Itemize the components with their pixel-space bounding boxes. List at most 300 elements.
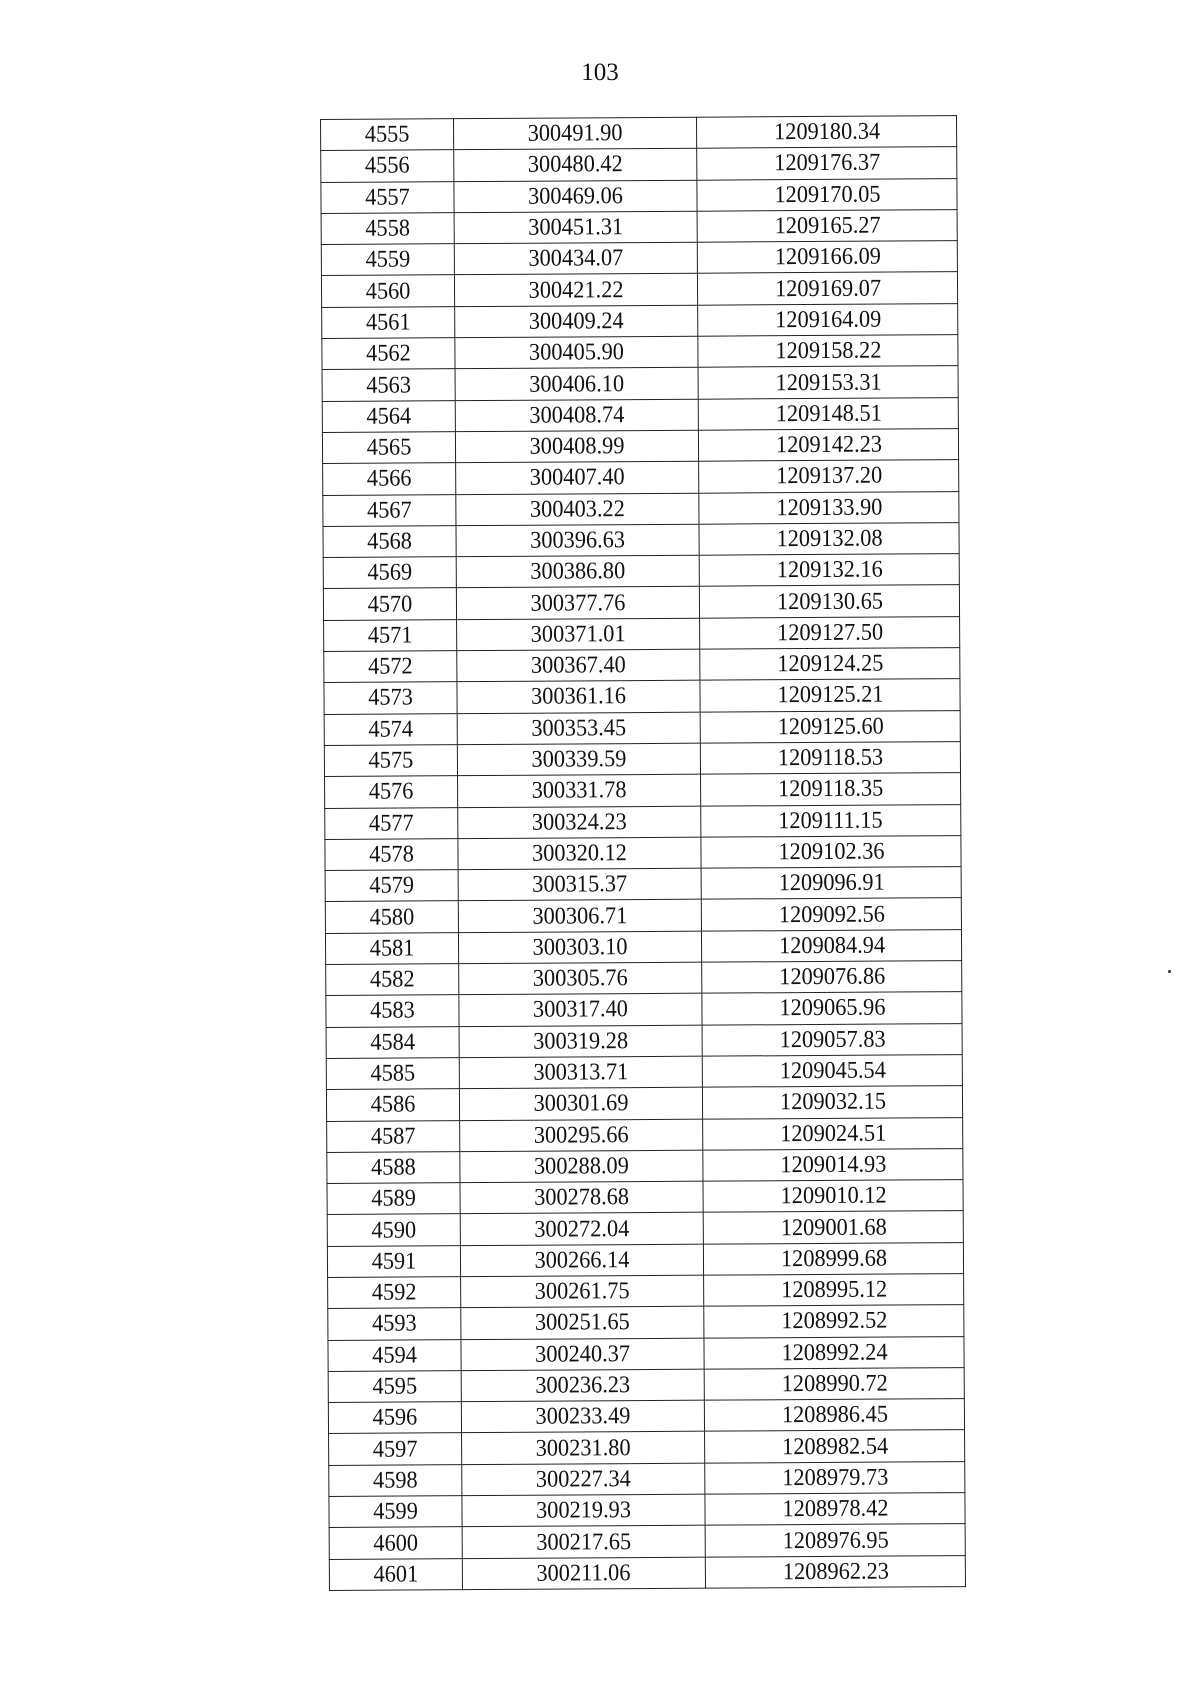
x-coordinate-cell: [457, 743, 700, 776]
table-row: [327, 1117, 963, 1152]
cell-text: 300272.04: [534, 1215, 630, 1243]
y-coordinate-cell: [705, 1555, 965, 1588]
cell-text: 4597: [372, 1436, 418, 1463]
cell-text: 1209014.93: [779, 1151, 886, 1179]
table-row: [328, 1367, 964, 1402]
y-coordinate-cell: [703, 1117, 963, 1150]
point-number-cell: [328, 1402, 461, 1434]
cell-text: 4556: [364, 152, 410, 180]
table-row: [329, 1524, 965, 1559]
point-number-cell: [322, 432, 455, 464]
cell-text: 4586: [370, 1091, 416, 1119]
table-row: [326, 992, 962, 1027]
cell-text: 4572: [367, 653, 413, 680]
x-coordinate-cell: [458, 868, 701, 901]
cell-text: 4579: [369, 872, 415, 899]
point-number-cell: [325, 901, 458, 933]
y-coordinate-cell: [700, 679, 960, 712]
x-coordinate-cell: [462, 1494, 705, 1527]
table-row: [329, 1493, 965, 1528]
x-coordinate-cell: [461, 1369, 704, 1402]
x-coordinate-cell: [459, 993, 702, 1026]
table-row: [324, 648, 960, 683]
point-number-cell: [322, 306, 455, 338]
cell-text: 4568: [367, 528, 412, 555]
table-row: [327, 1242, 963, 1277]
cell-text: 1209096.91: [778, 869, 885, 897]
y-coordinate-cell: [701, 773, 961, 806]
cell-text: 300315.37: [532, 871, 628, 898]
cell-text: 4578: [369, 841, 414, 868]
cell-text: 4596: [372, 1404, 418, 1432]
x-coordinate-cell: [456, 587, 699, 620]
cell-text: 300367.40: [530, 652, 626, 679]
cell-text: 300240.37: [535, 1340, 631, 1368]
x-coordinate-cell: [457, 649, 700, 682]
point-number-cell: [321, 150, 454, 182]
y-coordinate-cell: [699, 522, 959, 555]
x-coordinate-cell: [461, 1400, 704, 1433]
point-number-cell: [321, 181, 454, 213]
table-row: [323, 522, 959, 557]
x-coordinate-cell: [459, 1056, 702, 1089]
point-number-cell: [327, 1151, 460, 1183]
point-number-cell: [326, 1089, 459, 1121]
cell-text: 300491.90: [527, 120, 623, 147]
cell-text: 4593: [371, 1310, 417, 1338]
cell-text: 1209142.23: [775, 431, 882, 459]
y-coordinate-cell: [701, 804, 961, 837]
cell-text: 4555: [364, 121, 410, 148]
x-coordinate-cell: [456, 524, 699, 557]
cell-text: 4601: [373, 1561, 419, 1588]
cell-text: 1209164.09: [774, 306, 881, 334]
cell-text: 300266.14: [534, 1246, 630, 1274]
y-coordinate-cell: [702, 1055, 962, 1088]
cell-text: 1208992.24: [780, 1339, 888, 1366]
cell-text: 1209102.36: [777, 838, 885, 866]
cell-text: 300219.93: [535, 1497, 632, 1524]
y-coordinate-cell: [703, 1180, 963, 1213]
cell-text: 4562: [366, 340, 411, 367]
cell-text: 4583: [370, 997, 415, 1025]
y-coordinate-cell: [698, 429, 958, 462]
y-coordinate-cell: [699, 585, 959, 618]
cell-text: 1208986.45: [781, 1401, 888, 1429]
y-coordinate-cell: [698, 366, 958, 399]
table-row: [324, 679, 960, 714]
cell-text: 4588: [371, 1154, 416, 1181]
cell-text: 300303.10: [532, 933, 628, 961]
point-number-cell: [326, 964, 459, 996]
point-number-cell: [321, 244, 454, 276]
x-coordinate-cell: [460, 1213, 703, 1246]
table-row: [323, 460, 959, 495]
table-row: [328, 1336, 964, 1371]
y-coordinate-cell: [700, 742, 960, 775]
x-coordinate-cell: [459, 1025, 702, 1058]
cell-text: 300434.07: [528, 245, 624, 273]
cell-text: 1209169.07: [774, 275, 881, 302]
x-coordinate-cell: [462, 1557, 705, 1590]
cell-text: 300324.23: [531, 808, 627, 836]
cell-text: 300320.12: [531, 840, 627, 867]
y-coordinate-cell: [705, 1493, 965, 1526]
cell-text: 4564: [366, 403, 412, 430]
cell-text: 300306.71: [532, 902, 628, 930]
y-coordinate-cell: [698, 303, 958, 336]
x-coordinate-cell: [455, 368, 698, 401]
y-coordinate-cell: [696, 116, 956, 149]
point-number-cell: [321, 275, 454, 307]
table-row: [322, 303, 958, 338]
y-coordinate-cell: [701, 898, 961, 931]
y-coordinate-cell: [697, 210, 957, 243]
cell-text: 300407.40: [529, 464, 625, 492]
x-coordinate-cell: [454, 148, 697, 181]
cell-text: 4573: [368, 684, 413, 712]
table-row: [323, 585, 959, 620]
table-row: [326, 961, 962, 996]
cell-text: 4574: [368, 716, 414, 743]
point-number-cell: [323, 588, 456, 620]
cell-text: 4558: [365, 215, 411, 242]
table-row: [322, 366, 958, 401]
cell-text: 300480.42: [527, 151, 623, 179]
cell-text: 4577: [368, 810, 414, 837]
point-number-cell: [327, 1183, 460, 1215]
table-row: [323, 491, 959, 526]
point-number-cell: [329, 1558, 462, 1590]
cell-text: 4599: [373, 1498, 418, 1525]
table-row: [321, 147, 957, 182]
point-number-cell: [323, 494, 456, 526]
table-row: [321, 272, 957, 307]
cell-text: 300403.22: [529, 495, 625, 523]
table-row: [327, 1148, 963, 1183]
cell-text: 1209111.15: [778, 807, 884, 834]
point-number-cell: [321, 213, 454, 245]
table-row: [328, 1274, 964, 1309]
point-number-cell: [324, 713, 457, 745]
cell-text: 1209130.65: [776, 588, 883, 615]
cell-text: 4592: [371, 1279, 417, 1306]
cell-text: 1209065.96: [778, 995, 886, 1022]
x-coordinate-cell: [460, 1244, 703, 1277]
point-number-cell: [327, 1214, 460, 1246]
cell-text: 4569: [367, 559, 413, 587]
point-number-cell: [328, 1308, 461, 1340]
x-coordinate-cell: [459, 962, 702, 995]
y-coordinate-cell: [703, 1148, 963, 1181]
cell-text: 1208990.72: [781, 1370, 888, 1398]
cell-text: 1209092.56: [778, 901, 885, 928]
x-coordinate-cell: [454, 242, 697, 275]
cell-text: 300313.71: [533, 1059, 629, 1086]
table-row: [325, 835, 961, 870]
y-coordinate-cell: [697, 272, 957, 305]
point-number-cell: [325, 870, 458, 902]
cell-text: 300233.49: [535, 1403, 631, 1431]
cell-text: 300317.40: [532, 996, 628, 1024]
x-coordinate-cell: [454, 211, 697, 244]
point-number-cell: [327, 1120, 460, 1152]
x-coordinate-cell: [458, 774, 701, 807]
x-coordinate-cell: [461, 1338, 704, 1371]
x-coordinate-cell: [457, 618, 700, 651]
cell-text: 1209132.08: [775, 525, 883, 553]
cell-text: 4560: [365, 278, 411, 305]
cell-text: 1209118.53: [777, 744, 884, 772]
cell-text: 300211.06: [536, 1559, 631, 1587]
cell-text: 4585: [370, 1060, 416, 1087]
point-number-cell: [329, 1496, 462, 1528]
cell-text: 4595: [372, 1373, 418, 1400]
table-row: [329, 1430, 965, 1465]
cell-text: 4570: [367, 591, 413, 618]
y-coordinate-cell: [704, 1336, 964, 1369]
x-coordinate-cell: [454, 274, 697, 307]
cell-text: 300231.80: [535, 1434, 631, 1462]
cell-text: 1209125.21: [776, 682, 884, 709]
cell-text: 300331.78: [531, 777, 627, 805]
cell-text: 1209045.54: [779, 1057, 886, 1085]
table-row: [328, 1305, 964, 1340]
cell-text: 4594: [372, 1342, 417, 1369]
point-number-cell: [322, 400, 455, 432]
cell-text: 1209137.20: [775, 462, 882, 490]
cell-text: 300295.66: [533, 1121, 629, 1149]
cell-text: 1209158.22: [774, 337, 882, 365]
cell-text: 1209180.34: [773, 118, 880, 146]
cell-text: 4567: [366, 497, 412, 524]
y-coordinate-cell: [704, 1367, 964, 1400]
cell-text: 300396.63: [530, 527, 626, 554]
cell-text: 4600: [373, 1529, 419, 1557]
y-coordinate-cell: [704, 1399, 964, 1432]
table-row: [321, 210, 957, 245]
cell-text: 4571: [367, 622, 413, 649]
x-coordinate-cell: [461, 1275, 704, 1308]
cell-text: 300421.22: [528, 276, 624, 304]
point-number-cell: [322, 338, 455, 370]
table-row: [321, 241, 957, 276]
cell-text: 1209176.37: [773, 150, 880, 177]
cell-text: 1208978.42: [781, 1495, 889, 1523]
table-row: [322, 397, 958, 432]
cell-text: 4580: [369, 904, 415, 931]
point-number-cell: [324, 682, 457, 714]
table-row: [325, 773, 961, 808]
cell-text: 4566: [366, 465, 412, 493]
x-coordinate-cell: [456, 493, 699, 526]
x-coordinate-cell: [462, 1526, 705, 1559]
cell-text: 300288.09: [533, 1153, 629, 1180]
point-number-cell: [323, 526, 456, 558]
y-coordinate-cell: [697, 241, 957, 274]
cell-text: 300236.23: [535, 1372, 631, 1399]
x-coordinate-cell: [459, 1087, 702, 1120]
y-coordinate-cell: [702, 992, 962, 1025]
table-row: [326, 1086, 962, 1121]
cell-text: 4559: [365, 246, 411, 274]
page-number: 103: [581, 59, 619, 86]
cell-text: 1209010.12: [780, 1182, 887, 1210]
cell-text: 4575: [368, 747, 414, 774]
cell-text: 300469.06: [527, 182, 623, 210]
y-coordinate-cell: [701, 867, 961, 900]
cell-text: 300319.28: [533, 1027, 629, 1055]
cell-text: 4557: [365, 184, 410, 211]
table-row: [321, 116, 957, 151]
y-coordinate-cell: [697, 147, 957, 180]
y-coordinate-cell: [700, 616, 960, 649]
x-coordinate-cell: [458, 931, 701, 964]
cell-text: 1208976.95: [782, 1527, 889, 1554]
point-number-cell: [328, 1277, 461, 1309]
cell-text: 300405.90: [528, 339, 624, 366]
cell-text: 1208962.23: [782, 1558, 889, 1585]
cell-text: 4589: [371, 1185, 416, 1212]
cell-text: 300409.24: [528, 308, 624, 335]
cell-text: 1208995.12: [780, 1276, 887, 1304]
cell-text: 300261.75: [534, 1278, 630, 1305]
point-number-cell: [321, 119, 454, 151]
cell-text: 1208982.54: [781, 1433, 888, 1460]
y-coordinate-cell: [703, 1211, 963, 1244]
table-row: [328, 1399, 964, 1434]
scan-speck: [1168, 970, 1171, 973]
cell-text: 1209148.51: [775, 400, 882, 428]
table-row: [322, 429, 958, 464]
table-row: [321, 178, 957, 213]
x-coordinate-cell: [460, 1150, 703, 1183]
cell-text: 1209084.94: [778, 932, 885, 960]
cell-text: 1209001.68: [780, 1214, 887, 1241]
y-coordinate-cell: [705, 1461, 965, 1494]
y-coordinate-cell: [703, 1242, 963, 1275]
table-row: [327, 1211, 963, 1246]
cell-text: 1208999.68: [780, 1245, 887, 1273]
point-number-cell: [329, 1527, 462, 1559]
x-coordinate-cell: [456, 555, 699, 588]
cell-text: 300408.74: [529, 401, 625, 429]
x-coordinate-cell: [460, 1181, 703, 1214]
table-row: [325, 804, 961, 839]
cell-text: 300451.31: [528, 214, 624, 241]
y-coordinate-cell: [699, 554, 959, 587]
table-row: [324, 710, 960, 745]
cell-text: 300371.01: [530, 621, 626, 648]
y-coordinate-cell: [699, 460, 959, 493]
x-coordinate-cell: [454, 180, 697, 213]
cell-text: 1209153.31: [775, 369, 882, 396]
y-coordinate-cell: [702, 1086, 962, 1119]
point-number-cell: [324, 745, 457, 777]
cell-text: 4591: [371, 1248, 417, 1275]
table-row: [329, 1461, 965, 1496]
cell-text: 300361.16: [531, 683, 627, 711]
point-number-cell: [326, 995, 459, 1027]
cell-text: 4582: [369, 966, 415, 993]
cell-text: 4590: [371, 1216, 417, 1244]
table-row: [325, 867, 961, 902]
cell-text: 4598: [372, 1467, 418, 1494]
cell-text: 300339.59: [531, 746, 627, 773]
x-coordinate-cell: [455, 305, 698, 338]
cell-text: 300305.76: [532, 965, 628, 992]
table-row: [325, 929, 961, 964]
table-row: [327, 1180, 963, 1215]
table-row: [324, 616, 960, 651]
coordinates-table-body: [321, 116, 966, 1591]
cell-text: 4561: [365, 309, 411, 336]
point-number-cell: [323, 557, 456, 589]
cell-text: 300406.10: [529, 370, 625, 398]
x-coordinate-cell: [458, 837, 701, 870]
x-coordinate-cell: [455, 430, 698, 463]
cell-text: 1209118.35: [777, 775, 884, 803]
cell-text: 1209076.86: [778, 963, 885, 991]
point-number-cell: [323, 463, 456, 495]
point-number-cell: [325, 776, 458, 808]
cell-text: 1209165.27: [774, 212, 881, 240]
cell-text: 1208992.52: [780, 1307, 887, 1335]
cell-text: 300301.69: [533, 1090, 629, 1118]
cell-text: 1209124.25: [776, 650, 883, 678]
point-number-cell: [327, 1245, 460, 1277]
y-coordinate-cell: [704, 1305, 964, 1338]
y-coordinate-cell: [697, 178, 957, 211]
cell-text: 300377.76: [530, 589, 626, 617]
cell-text: 300386.80: [530, 558, 626, 586]
table-row: [329, 1555, 965, 1590]
table-row: [322, 335, 958, 370]
cell-text: 1209166.09: [774, 243, 881, 271]
x-coordinate-cell: [456, 461, 699, 494]
x-coordinate-cell: [462, 1463, 705, 1496]
x-coordinate-cell: [458, 900, 701, 933]
x-coordinate-cell: [455, 336, 698, 369]
x-coordinate-cell: [461, 1306, 704, 1339]
table-row: [325, 898, 961, 933]
cell-text: 1209132.16: [776, 556, 883, 584]
cell-text: 4563: [366, 371, 412, 399]
coordinates-table: [320, 115, 966, 1591]
y-coordinate-cell: [705, 1524, 965, 1557]
point-number-cell: [325, 807, 458, 839]
cell-text: 1208979.73: [781, 1464, 888, 1492]
y-coordinate-cell: [701, 835, 961, 868]
y-coordinate-cell: [702, 961, 962, 994]
point-number-cell: [329, 1464, 462, 1496]
cell-text: 300251.65: [534, 1309, 630, 1337]
cell-text: 1209127.50: [776, 619, 883, 647]
cell-text: 1209057.83: [779, 1026, 886, 1053]
y-coordinate-cell: [700, 710, 960, 743]
table-row: [323, 554, 959, 589]
table-row: [326, 1055, 962, 1090]
point-number-cell: [328, 1339, 461, 1371]
cell-text: 300217.65: [536, 1528, 632, 1556]
y-coordinate-cell: [701, 929, 961, 962]
x-coordinate-cell: [462, 1432, 705, 1465]
y-coordinate-cell: [704, 1274, 964, 1307]
y-coordinate-cell: [700, 648, 960, 681]
cell-text: 300408.99: [529, 433, 625, 460]
point-number-cell: [326, 1026, 459, 1058]
table-row: [326, 1023, 962, 1058]
